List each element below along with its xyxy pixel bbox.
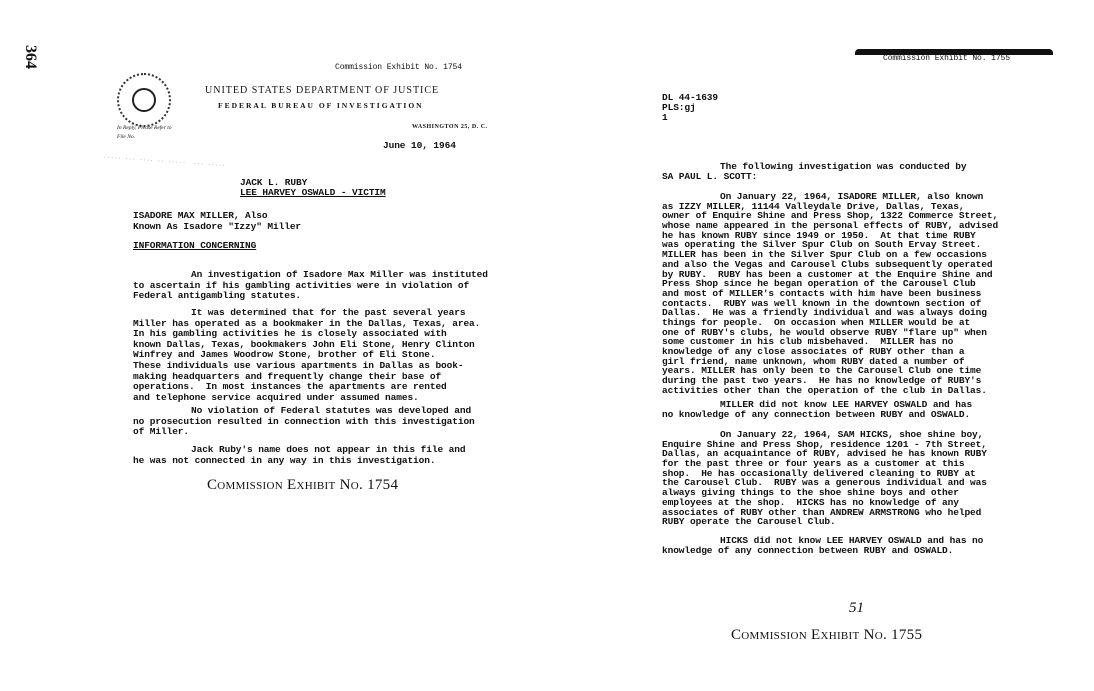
page-index: 1 <box>662 112 668 123</box>
text-line: he was not connected in any way in this investigation. <box>133 454 436 466</box>
text-line: during the past two years. He has no knowledge of RUBY's <box>662 375 982 387</box>
addressee-line: Known As Isadore "Izzy" Miller <box>133 221 302 232</box>
text-line: always giving things to the shoe shine boys and other <box>662 487 959 499</box>
text-line: knowledge of any close associates of RUBY other than a <box>662 346 965 357</box>
file-reference: DL 44-1639 <box>662 92 719 103</box>
text-line: contacts. RUBY was well known in the downtown section of <box>662 297 982 309</box>
exhibit-caption: Commission Exhibit No. 1754 <box>207 477 399 493</box>
paragraph <box>662 162 966 181</box>
text-line: no knowledge of any connection between RUBY and OSWALD. <box>662 408 971 420</box>
handwritten-page-number: 51 <box>849 600 864 616</box>
reply-note: In Reply, Please Refer to <box>117 125 172 131</box>
department-name: UNITED STATES DEPARTMENT OF JUSTICE <box>205 85 440 96</box>
exhibit-header: Commission Exhibit No. 1754 <box>335 63 462 72</box>
text-line: no prosecution resulted in connection with this investigation <box>133 415 475 427</box>
paragraph <box>133 406 475 438</box>
text-line: On January 22, 1964, ISADORE MILLER, also known <box>720 191 984 202</box>
exhibit-caption: Commission Exhibit No. 1755 <box>731 627 923 643</box>
text-line: It was determined that for the past several years <box>191 307 466 318</box>
section-heading: INFORMATION CONCERNING <box>133 240 257 251</box>
text-line: and also the Vegas and Carousel Clubs subsequently operated <box>662 258 993 270</box>
text-line: In his gambling activities he is closely associated with <box>133 328 447 340</box>
text-line: and telephone service acquired under assumed names. <box>133 391 419 403</box>
text-line: of Miller. <box>133 426 190 438</box>
text-line: Press Shop since he began operation of the Carousel Club <box>662 278 976 290</box>
text-line: SA PAUL L. SCOTT: <box>662 170 758 182</box>
paragraph <box>662 430 987 527</box>
text-line: whose name appeared in the personal effects of RUBY, advised <box>662 220 999 232</box>
text-line: employees at the shop. HICKS has no knowledge of any <box>662 496 959 508</box>
paragraph <box>662 400 972 419</box>
paragraph <box>133 308 480 403</box>
text-line: Dallas, an acquaintance of RUBY, advised he has known RUBY <box>662 448 987 460</box>
paragraph <box>133 270 488 302</box>
text-line: and most of MILLER's contacts with him have been business <box>662 287 982 299</box>
subject-line: JACK L. RUBY <box>240 177 308 188</box>
text-line: as IZZY MILLER, 11144 Valleydale Drive, Dallas, Texas, <box>662 200 965 212</box>
text-line: Enquire Shine and Press Shop, residence 1201 - 7th Street, <box>662 438 987 450</box>
text-line: These individuals use various apartments in Dallas as book- <box>133 359 464 371</box>
text-line: Dallas. He was a friendly individual and was always doing <box>662 307 987 319</box>
text-line: girl friend, name unknown, whom RUBY dated a number of <box>662 355 965 367</box>
text-line: MILLER has been in the Silver Spur Club on a few occasions <box>662 249 987 261</box>
text-line: Winfrey and James Woodrow Stone, brother of Eli Stone. <box>133 349 436 361</box>
text-line: No violation of Federal statutes was developed and <box>191 405 472 416</box>
text-line: RUBY operate the Carousel Club. <box>662 516 836 528</box>
text-line: Jack Ruby's name does not appear in this file and <box>191 444 466 455</box>
text-line: Miller has operated as a bookmaker in the Dallas, Texas, area. <box>133 317 481 329</box>
exhibit-header: Commission Exhibit No. 1755 <box>883 54 1010 63</box>
page-number: 364 <box>22 45 39 69</box>
letter-date: June 10, 1964 <box>383 140 456 151</box>
text-line: MILLER did not know LEE HARVEY OSWALD and has <box>720 399 973 410</box>
location: WASHINGTON 25, D. C. <box>412 124 488 130</box>
text-line: one of RUBY's clubs, he would observe RUBY "flare up" when <box>662 326 987 338</box>
text-line: to ascertain if his gambling activities were in violation of <box>133 279 470 291</box>
text-line: operations. In most instances the apartments are rented <box>133 381 447 393</box>
text-line: was operating the Silver Spur Club on South Ervay Street. <box>662 239 982 251</box>
text-line: Federal antigambling statutes. <box>133 290 302 302</box>
text-line: HICKS did not know LEE HARVEY OSWALD and has no <box>720 535 984 546</box>
text-line: associates of RUBY other than ANDREW ARMSTRONG who helped <box>662 506 982 518</box>
text-line: things for people. On occasion when MILLER would be at <box>662 316 971 328</box>
text-line: activities other than the operation of the club in Dallas. <box>662 384 987 396</box>
file-no-label: File No. <box>117 134 136 140</box>
text-line: The following investigation was conducted by <box>720 161 967 172</box>
text-line: by RUBY. RUBY has been a customer at the Enquire Shine and <box>662 268 993 280</box>
text-line: the Carousel Club. RUBY was a generous individual and was <box>662 477 987 489</box>
faded-stamp: ····· ··· ···· ·· ····· ··· ····· <box>102 153 226 170</box>
text-line: making headquarters and frequently change their base of <box>133 370 442 382</box>
text-line: he has known RUBY since 1949 or 1950. At that time RUBY <box>662 229 976 241</box>
file-initials: PLS:gj <box>662 102 696 113</box>
text-line: owner of Enquire Shine and Press Shop, 1322 Commerce Street, <box>662 210 999 222</box>
paragraph <box>662 536 983 555</box>
paragraph <box>662 192 998 395</box>
bureau-name: FEDERAL BUREAU OF INVESTIGATION <box>218 101 424 110</box>
text-line: shop. He has occasionally delivered cleaning to RUBY at <box>662 467 976 479</box>
text-line: years. MILLER has only been to the Carousel Club one time <box>662 365 982 377</box>
addressee-line: ISADORE MAX MILLER, Also <box>133 210 268 221</box>
text-line: An investigation of Isadore Max Miller was instituted <box>191 269 488 280</box>
fbi-seal-icon <box>117 73 171 127</box>
text-line: knowledge of any connection between RUBY and OSWALD. <box>662 544 954 556</box>
subject-line: LEE HARVEY OSWALD - VICTIM <box>240 187 386 198</box>
paragraph <box>133 445 465 466</box>
text-line: On January 22, 1964, SAM HICKS, shoe shine boy, <box>720 429 984 440</box>
text-line: known Dallas, Texas, bookmakers John Eli Stone, Henry Clinton <box>133 338 475 350</box>
text-line: some customer in his club misbehaved. MILLER has no <box>662 336 954 348</box>
text-line: for the past three or four years as a customer at this <box>662 458 965 470</box>
